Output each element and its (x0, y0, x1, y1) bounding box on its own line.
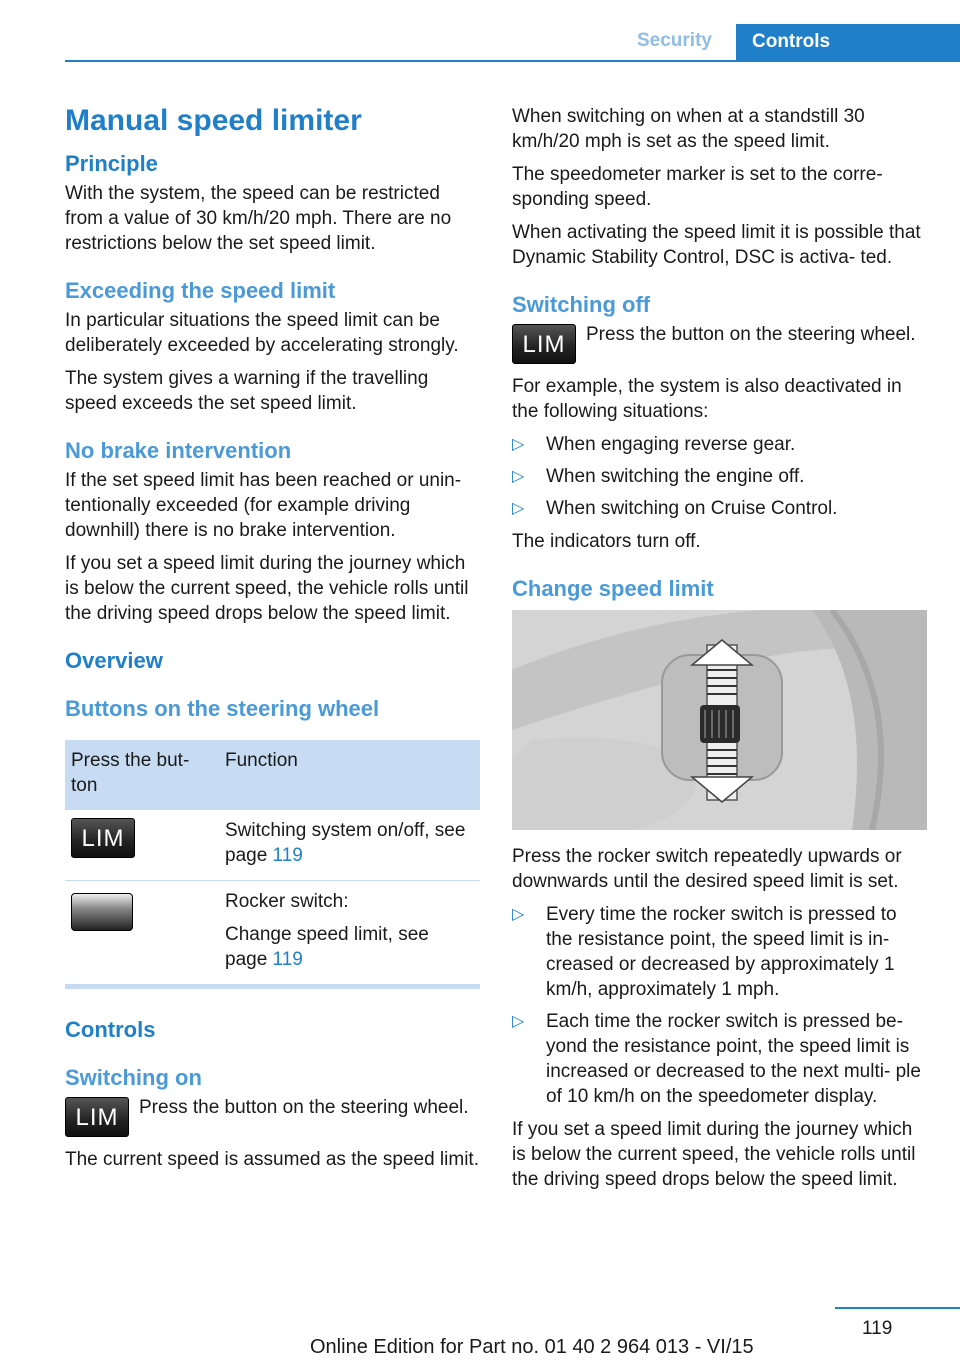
exceeding-text-1: In particular situations the speed limit can be deliberately exceeded by accelerating strongly. (65, 310, 459, 356)
overview-heading: Overview (65, 648, 163, 673)
lim-button-icon: LIM (65, 1097, 129, 1137)
buttons-heading: Buttons on the steering wheel (65, 696, 380, 721)
switching-on-text: The current speed is assumed as the speed limit. (65, 1149, 479, 1170)
switching-on-heading: Switching on (65, 1065, 202, 1090)
standstill-text: When switching on when at a standstill 30 km/h/20 mph is set as the speed limit. (512, 106, 865, 152)
row2-line2: Change speed limit, see page (225, 924, 429, 970)
deactivation-list (512, 432, 928, 521)
table-row (65, 810, 480, 881)
speedometer-text: The speedometer marker is set to the corre‐ sponding speed. (512, 164, 883, 210)
right-column (512, 104, 928, 1200)
list-item: ▷ Each time the rocker switch is pressed be‐ yond the resistance point, the speed limit is increased or decreased to the next multi‐ ple of 10 km/h on the speedometer display. (512, 1011, 921, 1107)
switching-on-button-text: Press the button on the steering wheel. (139, 1097, 469, 1118)
triangle-bullet-icon: ▷ (512, 436, 525, 453)
page-number-rule (835, 1307, 960, 1309)
lim-button-icon: LIM (512, 324, 576, 364)
principle-text: With the system, the speed can be restricted from a value of 30 km/h/20 mph. There are no restrictions below the set speed limit. (65, 183, 452, 254)
no-brake-text-2: If you set a speed limit during the journey which is below the current speed, the vehicle rolls until the driving speed drops below the speed limit. (65, 553, 469, 624)
section-tab-controls[interactable]: Controls (736, 24, 960, 62)
page-title: Manual speed limiter (65, 104, 362, 137)
page-link[interactable]: 119 (272, 949, 303, 970)
list-item: ▷ When switching the engine off. (512, 466, 805, 487)
rocker-switch-icon (71, 893, 133, 931)
row1-text: Switching system on/off, see page (225, 820, 466, 866)
deactivated-intro: For example, the system is also deactivated in the following situations: (512, 376, 902, 422)
row2-line1: Rocker switch: (225, 891, 349, 912)
page-link[interactable]: 119 (272, 845, 303, 866)
edition-footer: Online Edition for Part no. 01 40 2 964 013 - VI/15 (310, 1336, 754, 1358)
change-intro: Press the rocker switch repeatedly upwards or downwards until the desired speed limit is set. (512, 846, 902, 892)
table-header-button: Press the but‐ ton (65, 740, 219, 810)
header-rule (65, 60, 960, 62)
change-speed-heading: Change speed limit (512, 576, 714, 601)
controls-heading: Controls (65, 1017, 156, 1042)
buttons-table (65, 740, 480, 989)
lim-button-icon: LIM (71, 818, 135, 858)
list-item: ▷ Every time the rocker switch is pressed to the resistance point, the speed limit is in‐ creased or decreased by approximately 1 km/h, approximately 1 mph. (512, 904, 897, 1000)
page-number: 119 (862, 1318, 893, 1339)
indicators-off-text: The indicators turn off. (512, 531, 701, 552)
steering-wheel-rocker-illustration (512, 610, 927, 830)
section-tab-security[interactable]: Security (637, 30, 712, 51)
switching-off-button-text: Press the button on the steering wheel. (586, 324, 916, 345)
switching-off-heading: Switching off (512, 292, 651, 317)
table-header-function: Function (219, 740, 480, 810)
change-outro: If you set a speed limit during the journey which is below the current speed, the vehicle rolls until the driving speed drops below the speed limit. (512, 1119, 916, 1190)
no-brake-heading: No brake intervention (65, 438, 292, 463)
exceeding-heading: Exceeding the speed limit (65, 278, 336, 303)
change-list (512, 902, 928, 1109)
no-brake-text-1: If the set speed limit has been reached or unin‐ tentionally exceeded (for example driving downhill) there is no brake intervention. (65, 470, 462, 541)
list-item: ▷ When switching on Cruise Control. (512, 498, 838, 519)
triangle-bullet-icon: ▷ (512, 468, 525, 485)
triangle-bullet-icon: ▷ (512, 1013, 525, 1030)
principle-heading: Principle (65, 151, 158, 176)
exceeding-text-2: The system gives a warning if the travelling speed exceeds the set speed limit. (65, 368, 429, 414)
list-item: ▷ When engaging reverse gear. (512, 434, 796, 455)
table-row (65, 881, 480, 987)
triangle-bullet-icon: ▷ (512, 500, 525, 517)
triangle-bullet-icon: ▷ (512, 906, 525, 923)
dsc-text: When activating the speed limit it is possible that Dynamic Stability Control, DSC is activa‐ ted. (512, 222, 921, 268)
left-column (65, 103, 480, 1180)
